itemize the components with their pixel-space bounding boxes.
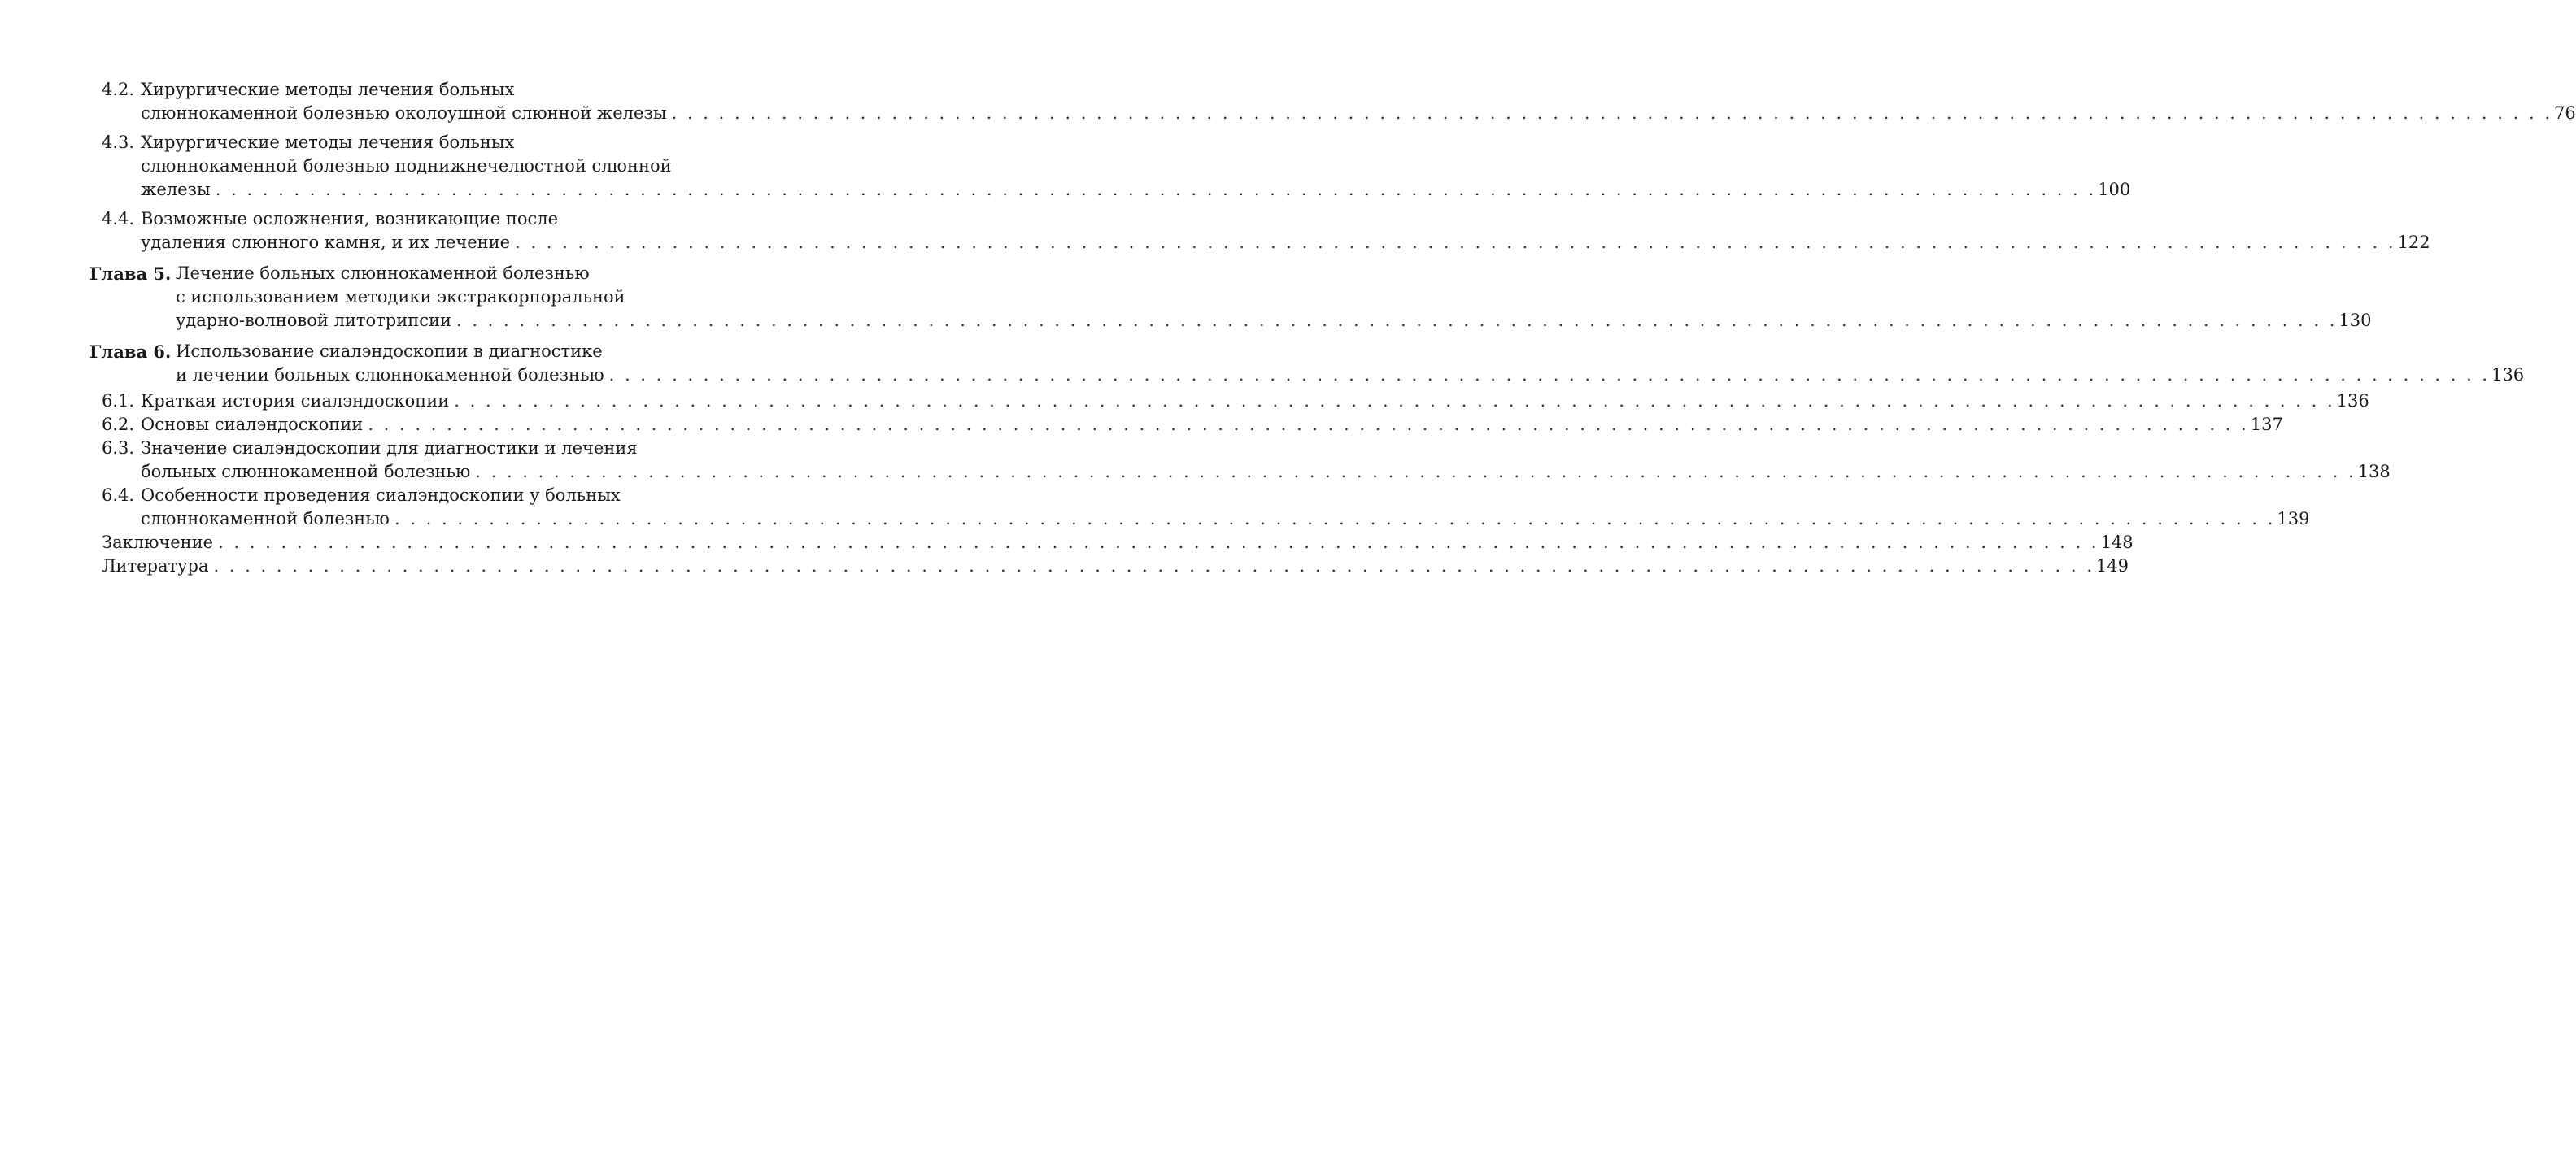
toc-line (0, 507, 2310, 531)
page-number: 148 (2100, 533, 2134, 552)
page-number: 149 (2095, 556, 2129, 576)
entry-title: Хирургические методы лечения больных (141, 133, 515, 152)
entry-title: Особенности проведения сиалэндоскопии у больных (141, 485, 621, 505)
entry-title: Значение сиалэндоскопии для диагностики и лечения (141, 438, 638, 458)
page-number: 136 (2491, 365, 2525, 385)
toc-line (0, 285, 813, 309)
page-number: 122 (2397, 233, 2430, 252)
toc-line (0, 437, 813, 460)
toc-line (0, 363, 2525, 387)
toc-entry[interactable] (0, 131, 2131, 202)
dot-leader: . . . . . . . . . . . . . . . . . . . . . . . . . . . . . . . . . . . . . . . . . . . . . . . . . . . . . . . . . . . . . . . . . . . . . . . . . . . . . . . . . . . . . . . . . . . . . . . . . . . . . . . . . . . . . . . . . . . . . . . . (608, 365, 2491, 385)
toc-line (0, 207, 813, 231)
toc-line (0, 231, 2430, 254)
toc-line (0, 531, 2134, 555)
page-number: 100 (2098, 180, 2131, 199)
toc-line (0, 154, 813, 178)
entry-title: слюннокаменной болезнью околоушной слюнной железы (141, 103, 667, 123)
page-number: 138 (2357, 462, 2391, 481)
toc-entry[interactable] (0, 262, 2372, 333)
dot-leader: . . . . . . . . . . . . . . . . . . . . . . . . . . . . . . . . . . . . . . . . . . . . . . . . . . . . . . . . . . . . . . . . . . . . . . . . . . . . . . . . . . . . . . . . . . . . . . . . . . . . . . . . . . . . . . . . . . . . . . . . (218, 533, 2099, 552)
entry-title: Лечение больных слюннокаменной болезнью (176, 263, 590, 283)
toc-entry[interactable] (0, 531, 2134, 555)
dot-leader: . . . . . . . . . . . . . . . . . . . . . . . . . . . . . . . . . . . . . . . . . . . . . . . . . . . . . . . . . . . . . . . . . . . . . . . . . . . . . . . . . . . . . . . . . . . . . . . . . . . . . . . . . . . . . . . . . . . . . . . . (368, 415, 2249, 434)
dot-leader: . . . . . . . . . . . . . . . . . . . . . . . . . . . . . . . . . . . . . . . . . . . . . . . . . . . . . . . . . . . . . . . . . . . . . . . . . . . . . . . . . . . . . . . . . . . . . . . . . . . . . . . . . . . . . . . . . . . . . . . . (215, 180, 2097, 199)
toc-line (0, 413, 2283, 437)
toc-line (0, 460, 2391, 484)
dot-leader: . . . . . . . . . . . . . . . . . . . . . . . . . . . . . . . . . . . . . . . . . . . . . . . . . . . . . . . . . . . . . . . . . . . . . . . . . . . . . . . . . . . . . . . . . . . . . . . . . . . . . . . . . . . . . . . . . . . . . . . . (455, 311, 2338, 330)
entry-title: слюннокаменной болезнью поднижнечелюстной слюнной (141, 156, 672, 176)
entry-title: железы (141, 180, 211, 199)
chapter-label: Глава 6. (89, 341, 172, 362)
section-number: 4.2. (102, 80, 135, 99)
toc-line (0, 102, 2576, 125)
toc-line (0, 340, 813, 363)
toc-line (0, 131, 813, 154)
toc-entry[interactable] (0, 437, 2391, 484)
dot-leader: . . . . . . . . . . . . . . . . . . . . . . . . . . . . . . . . . . . . . . . . . . . . . . . . . . . . . . . . . . . . . . . . . . . . . . . . . . . . . . . . . . . . . . . . . . . . . . . . . . . . . . . . . . . . . . . . . . . . . . . . (515, 233, 2396, 252)
entry-title: Краткая история сиалэндоскопии (141, 391, 450, 411)
section-number: 6.1. (102, 391, 135, 411)
dot-leader: . . . . . . . . . . . . . . . . . . . . . . . . . . . . . . . . . . . . . . . . . . . . . . . . . . . . . . . . . . . . . . . . . . . . . . . . . . . . . . . . . . . . . . . . . . . . . . . . . . . . . . . . . . . . . . . . . . . . . . . . (213, 556, 2094, 576)
toc-line (0, 389, 2369, 413)
entry-title: Хирургические методы лечения больных (141, 80, 515, 99)
entry-title: ударно-волновой литотрипсии (176, 311, 451, 330)
entry-title: Основы сиалэндоскопии (141, 415, 364, 434)
section-number: 6.3. (102, 438, 135, 458)
entry-title: с использованием методики экстракорпоральной (176, 287, 625, 307)
page-number: 136 (2336, 391, 2369, 411)
entry-title: Использование сиалэндоскопии в диагностике (176, 341, 603, 361)
entry-title: Возможные осложнения, возникающие после (141, 209, 558, 228)
dot-leader: . . . . . . . . . . . . . . . . . . . . . . . . . . . . . . . . . . . . . . . . . . . . . . . . . . . . . . . . . . . . . . . . . . . . . . . . . . . . . . . . . . . . . . . . . . . . . . . . . . . . . . . . . . . . . . . . . . . . . . . . (475, 462, 2356, 481)
dot-leader: . . . . . . . . . . . . . . . . . . . . . . . . . . . . . . . . . . . . . . . . . . . . . . . . . . . . . . . . . . . . . . . . . . . . . . . . . . . . . . . . . . . . . . . . . . . . . . . . . . . . . . . . . . . . . . . . . . . . . . . . (394, 509, 2276, 528)
entry-title: и лечении больных слюннокаменной болезнью (176, 365, 604, 385)
entry-title: удаления слюнного камня, и их лечение (141, 233, 511, 252)
toc-entry[interactable] (0, 555, 2129, 578)
toc-line (0, 555, 2129, 578)
section-number: 6.4. (102, 485, 135, 505)
toc-line (0, 78, 813, 102)
section-number: 4.3. (102, 133, 135, 152)
entry-title: больных слюннокаменной болезнью (141, 462, 471, 481)
toc-line (0, 178, 2131, 202)
entry-title: Заключение (102, 533, 214, 552)
dot-leader: . . . . . . . . . . . . . . . . . . . . . . . . . . . . . . . . . . . . . . . . . . . . . . . . . . . . . . . . . . . . . . . . . . . . . . . . . . . . . . . . . . . . . . . . . . . . . . . . . . . . . . . . . . . . . . . . . . . . . . . . (671, 103, 2552, 123)
section-number: 4.4. (102, 209, 135, 228)
toc-entry[interactable] (0, 207, 2430, 254)
entry-title: слюннокаменной болезнью (141, 509, 390, 528)
section-number: 6.2. (102, 415, 135, 434)
toc-entry[interactable] (0, 413, 2283, 437)
chapter-label: Глава 5. (89, 263, 172, 284)
page-number: 137 (2250, 415, 2283, 434)
toc-entry[interactable] (0, 484, 2310, 531)
toc-entry[interactable] (0, 389, 2369, 413)
toc-line (0, 309, 2372, 333)
page-number: 139 (2277, 509, 2310, 528)
toc-entry[interactable] (0, 78, 2576, 125)
entry-title: Литература (102, 556, 209, 576)
page-number: 130 (2338, 311, 2372, 330)
toc-entry[interactable] (0, 340, 2525, 387)
toc-line (0, 484, 813, 507)
dot-leader: . . . . . . . . . . . . . . . . . . . . . . . . . . . . . . . . . . . . . . . . . . . . . . . . . . . . . . . . . . . . . . . . . . . . . . . . . . . . . . . . . . . . . . . . . . . . . . . . . . . . . . . . . . . . . . . . . . . . . . . . (454, 391, 2335, 411)
toc-line (0, 262, 813, 285)
page-number: 76 (2554, 103, 2576, 123)
table-of-contents (0, 78, 2576, 578)
